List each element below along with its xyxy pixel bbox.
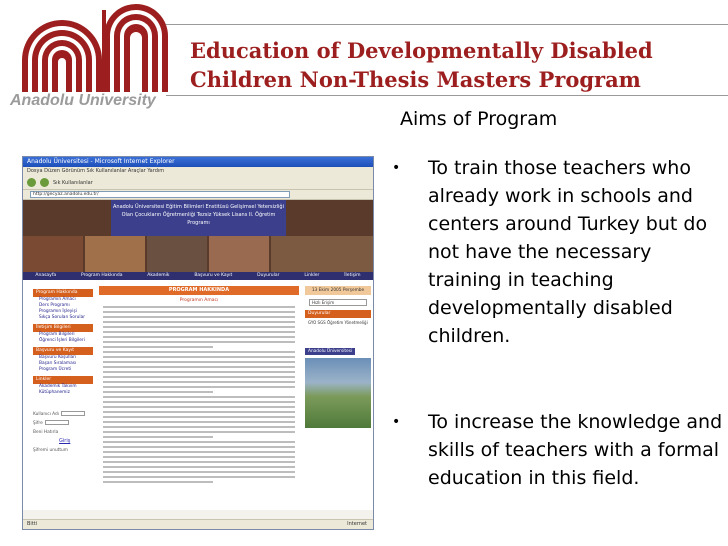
browser-address-bar <box>23 190 373 200</box>
login-label: Şifre <box>33 421 43 426</box>
content-text-line <box>103 471 295 473</box>
content-text-line <box>103 481 213 483</box>
left-menu-link: Sıkça Sorulan Sorular <box>39 315 85 320</box>
content-text-line <box>103 346 213 348</box>
content-text-line <box>103 366 295 368</box>
content-text-line <box>103 441 295 443</box>
content-text-line <box>103 306 295 308</box>
bullet-item <box>392 154 728 350</box>
content-text-line <box>103 361 295 363</box>
site-date: 13 Ekim 2005 Perşembe <box>305 286 371 295</box>
slide-title-line-1: Education of Developmentally Disabled <box>190 38 653 63</box>
content-text-line <box>103 466 295 468</box>
content-text-line <box>103 376 295 378</box>
header-rule-bottom <box>166 95 728 96</box>
content-text-line <box>103 431 295 433</box>
left-menu-link: Program Ücreti <box>39 367 72 372</box>
address-input: http://gecyaz.anadolu.edu.tr/ <box>30 191 290 198</box>
content-text-line <box>103 341 295 343</box>
content-text-line <box>103 426 295 428</box>
site-banner <box>23 200 373 272</box>
login-label: Beni Hatırla <box>33 430 59 435</box>
banner-photo <box>147 236 207 272</box>
announcements-header: Duyurular <box>305 310 371 318</box>
login-button-label: Giriş <box>59 438 71 444</box>
left-menu-link: Kütüphanemiz <box>39 390 70 395</box>
login-row <box>33 410 93 419</box>
site-nav-item: Linkler <box>304 273 320 278</box>
left-menu-link: Program Bilgileri <box>39 332 75 337</box>
content-text-line <box>103 411 295 413</box>
slide-subtitle: Aims of Program <box>400 108 558 130</box>
login-label: Kullanıcı Adı <box>33 412 59 417</box>
content-text-line <box>103 461 295 463</box>
quick-access-select: Hızlı Erişim <box>309 299 367 306</box>
content-text-line <box>103 356 295 358</box>
left-menu-link: Akademik Takvim <box>39 384 77 389</box>
browser-title-bar: Anadolu Üniversitesi - Microsoft Internet Explorer <box>23 157 373 167</box>
login-form <box>33 410 93 455</box>
bullet-text: To train those teachers who already work in schools and centers around Turkey but do not have the necessary training in teaching developmentally disabled children. <box>428 157 708 347</box>
bullet-dot-icon: • <box>392 414 401 430</box>
site-content <box>99 286 299 501</box>
content-text-line <box>103 311 295 313</box>
slide-title-line-2: Children Non-Thesis Masters Program <box>190 67 641 92</box>
left-menu-link: Programın Amacı <box>39 297 76 302</box>
content-subheader: Programın Amacı <box>179 298 219 303</box>
password-field <box>45 420 69 425</box>
campus-photo <box>305 349 371 428</box>
content-text-line <box>103 351 295 353</box>
content-text-line <box>103 446 295 448</box>
content-text-line <box>103 476 295 478</box>
content-header: PROGRAM HAKKINDA <box>99 286 299 295</box>
browser-status-bar <box>23 519 373 529</box>
content-text-line <box>103 371 295 373</box>
site-left-menu <box>33 286 93 501</box>
content-text-line <box>103 456 295 458</box>
login-button <box>33 437 93 446</box>
content-text <box>99 306 299 483</box>
status-zone: Internet <box>347 521 367 527</box>
content-text-line <box>103 326 295 328</box>
content-text-line <box>103 381 295 383</box>
left-menu-section: Başvuru ve Kayıt <box>33 347 93 355</box>
banner-photo <box>85 236 145 272</box>
anadolu-university-logo <box>0 0 190 96</box>
site-nav-item: Anasayfa <box>35 273 57 278</box>
site-nav-item: Program Hakkında <box>80 273 123 278</box>
left-menu-link: Öğrenci İşleri Bilgileri <box>39 338 85 343</box>
content-text-line <box>103 401 295 403</box>
browser-menu-bar: Dosya Düzen Görünüm Sık Kullanılanlar Araçlar Yardım <box>23 167 373 176</box>
content-text-line <box>103 331 295 333</box>
content-text-line <box>103 416 295 418</box>
site-nav <box>23 272 373 280</box>
site-nav-item: İletişim <box>344 273 361 278</box>
content-text-line <box>103 386 295 388</box>
content-text-line <box>103 336 295 338</box>
status-text: Bitti <box>27 521 38 527</box>
toolbar-favorites-label: Sık Kullanılanlar <box>53 179 93 186</box>
forward-icon <box>40 178 49 187</box>
left-menu-section: Program Hakkında <box>33 289 93 297</box>
slide-title <box>190 36 720 94</box>
login-help: Şifremi unuttum <box>33 448 68 453</box>
site-nav-item: Başvuru ve Kayıt <box>194 273 233 278</box>
content-text-line <box>103 316 295 318</box>
left-menu-link: Ders Programı <box>39 303 70 308</box>
site-nav-item: Duyurular <box>257 273 280 278</box>
login-row <box>33 419 93 428</box>
browser-page <box>23 200 373 510</box>
content-text-line <box>103 436 213 438</box>
header-rule-top <box>166 24 728 25</box>
content-text-line <box>103 406 295 408</box>
banner-photo <box>209 236 269 272</box>
content-text-line <box>103 321 295 323</box>
content-text-line <box>103 391 213 393</box>
site-nav-item: Akademik <box>147 273 170 278</box>
banner-photo <box>271 236 373 272</box>
campus-label: Anadolu Üniversitesi <box>305 348 355 355</box>
bullet-item <box>392 408 728 492</box>
left-menu-link: Başarı Sıralaması <box>39 361 77 366</box>
announcement-text: GYO SGS Öğretim Yönetmeliği <box>308 320 368 325</box>
browser-toolbar <box>23 176 373 190</box>
bullet-dot-icon: • <box>392 160 401 176</box>
site-right-panel <box>305 286 371 501</box>
left-menu-link: Programın İşleyişi <box>39 309 77 314</box>
website-screenshot <box>22 156 374 530</box>
content-text-line <box>103 421 295 423</box>
back-icon <box>27 178 36 187</box>
left-menu-section: Linkler <box>33 376 93 384</box>
content-text-line <box>103 396 295 398</box>
content-text-line <box>103 451 295 453</box>
login-row <box>33 428 93 437</box>
site-banner-title: Anadolu Üniversitesi Eğitim Bilimleri Enstitüsü Gelişimsel Yetersizliği Olan Çocukların Öğretmenliği Tezsiz Yüksek Lisans II. Öğretim Programı <box>111 200 286 236</box>
banner-photo <box>23 236 83 272</box>
left-menu-link: Başvuru Koşulları <box>39 355 77 360</box>
username-field <box>61 411 85 416</box>
left-menu-section: İletişim Bilgileri <box>33 324 93 332</box>
logo-wordmark: Anadolu University <box>10 92 156 109</box>
bullet-text: To increase the knowledge and skills of teachers with a formal education in this field. <box>428 411 723 489</box>
